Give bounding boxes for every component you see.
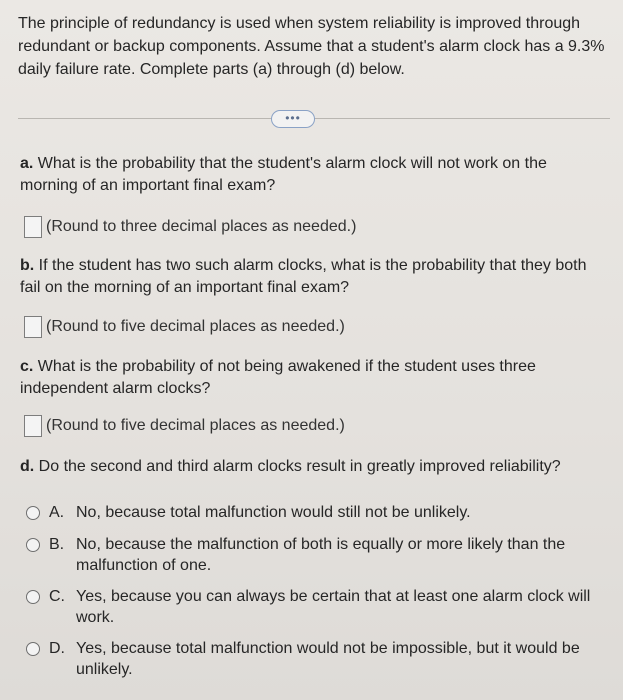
radio-option-d[interactable] [26,642,40,656]
answer-input-a[interactable] [24,216,42,238]
option-b-text: No, because the malfunction of both is equally or more likely than the malfunction of one. [76,536,566,574]
answer-input-b[interactable] [24,316,42,338]
option-a[interactable] [26,502,601,523]
problem-statement: The principle of redundancy is used when system reliability is improved through redundant or backup components. Assume that a student's alarm clock has a 9.3% daily failure rate. Complete parts (a) through (d) below. [18,15,605,78]
hint-c: (Round to five decimal places as needed.) [46,417,345,434]
answer-input-c[interactable] [24,415,42,437]
hint-a: (Round to three decimal places as needed.) [46,218,357,235]
question-b-text: If the student has two such alarm clocks, what is the probability that they both fail on the morning of an important final exam? [20,257,587,296]
radio-option-c[interactable] [26,590,40,604]
question-b-label: b. [20,257,35,274]
question-d-label: d. [20,458,35,475]
more-button[interactable]: ••• [271,110,315,128]
question-d-text: Do the second and third alarm clocks result in greatly improved reliability? [38,458,561,475]
question-c-label: c. [20,358,34,375]
option-c-text: Yes, because you can always be certain that at least one alarm clock will work. [76,588,591,626]
question-d [20,456,600,478]
question-a-text: What is the probability that the student's alarm clock will not work on the morning of an important final exam? [20,155,547,194]
question-a [20,153,600,197]
radio-option-a[interactable] [26,506,40,520]
answer-row-c [24,414,345,438]
radio-option-b[interactable] [26,538,40,552]
option-b-letter: B. [49,536,65,553]
option-a-text: No, because total malfunction would still not be unlikely. [76,504,471,521]
option-a-letter: A. [49,504,65,521]
answer-row-a [24,215,356,239]
option-d-letter: D. [49,640,65,657]
option-b[interactable] [26,534,601,576]
question-b [20,255,600,299]
question-a-label: a. [20,155,34,172]
option-c-letter: C. [49,588,65,605]
question-c-text: What is the probability of not being awakened if the student uses three independent alarm clocks? [20,358,536,397]
hint-b: (Round to five decimal places as needed.) [46,318,345,335]
option-d-text: Yes, because total malfunction would not be impossible, but it would be unlikely. [76,640,580,678]
option-c[interactable] [26,586,601,628]
question-c [20,356,600,400]
answer-row-b [24,315,345,339]
option-d[interactable] [26,638,601,680]
